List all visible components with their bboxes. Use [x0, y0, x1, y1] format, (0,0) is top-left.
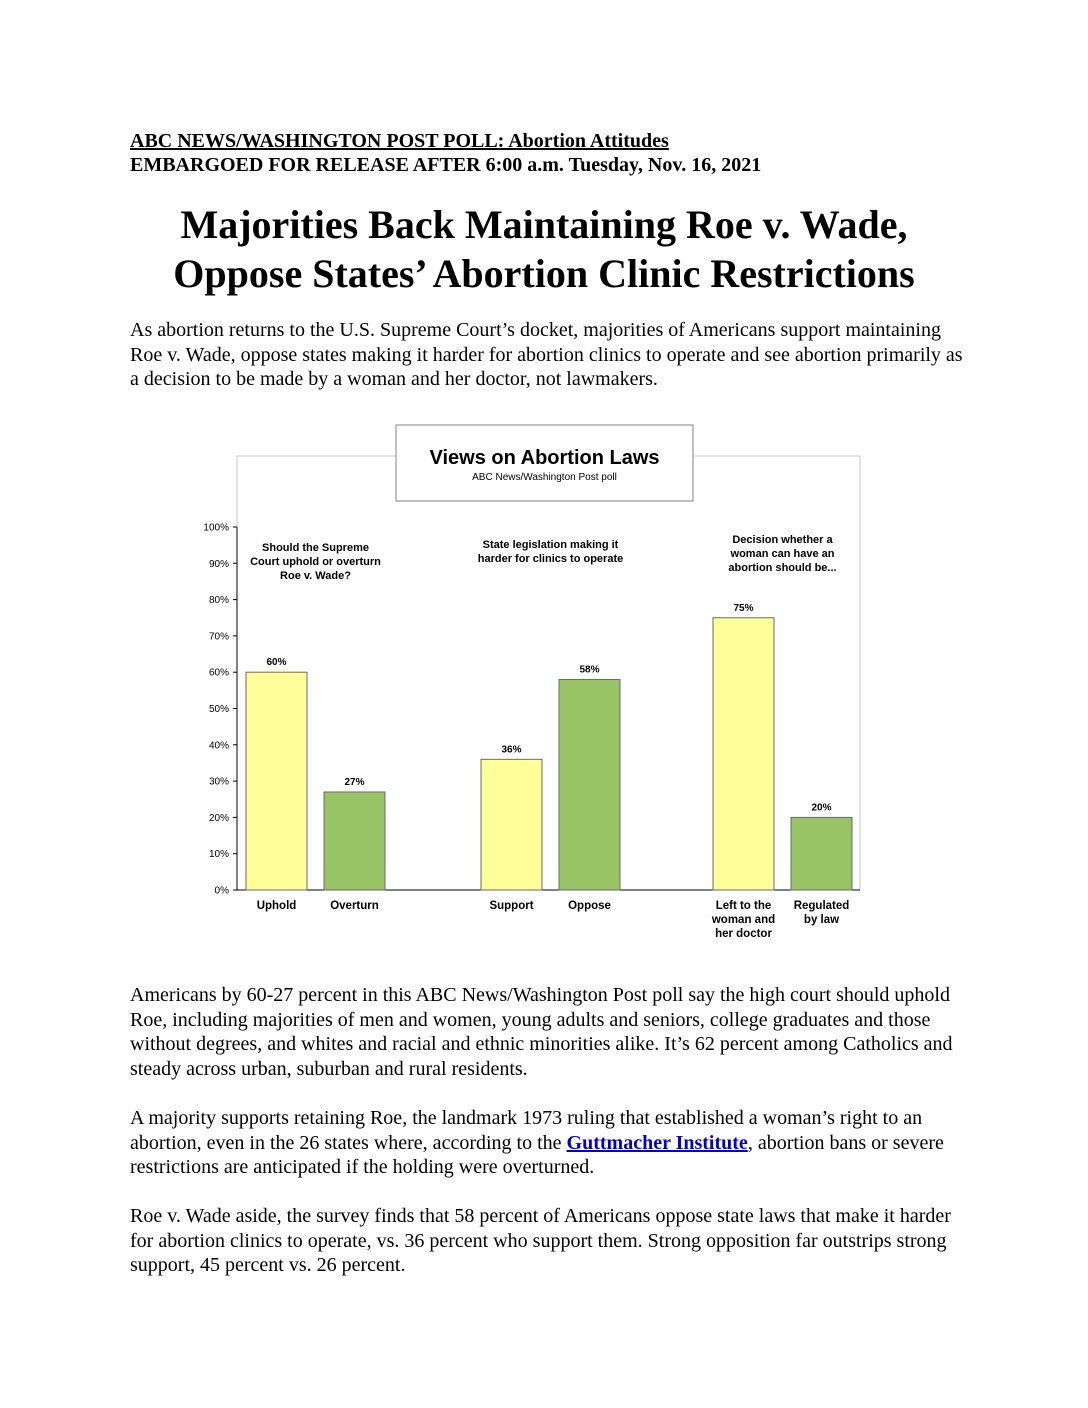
x-category-label: Regulated: [793, 900, 850, 912]
x-category-label: her doctor: [715, 928, 772, 940]
y-tick-label: 40%: [208, 740, 229, 752]
y-tick-label: 60%: [208, 667, 229, 679]
bar-value-label: 75%: [733, 602, 754, 614]
group-heading-line: Court uphold or overturn: [250, 556, 381, 568]
bar-value-label: 20%: [811, 802, 832, 814]
bar: [324, 792, 385, 890]
headline: [0, 200, 1088, 298]
group-heading-line: woman can have an: [730, 548, 835, 560]
x-category-label: Left to the: [715, 900, 772, 912]
chart-subtitle: ABC News/Washington Post poll: [472, 472, 617, 483]
bar-value-label: 60%: [266, 657, 287, 669]
x-category-label: Uphold: [256, 900, 297, 912]
group-heading-line: Decision whether a: [732, 534, 833, 546]
headline-line-2: Oppose States’ Abortion Clinic Restrictions: [173, 251, 915, 296]
body-paragraph-1: Americans by 60-27 percent in this ABC News/Washington Post poll say the high court should uphold Roe, including majorities of men and women, young adults and seniors, college graduates and those without degrees, and whites and racial and ethnic minorities alike. It’s 62 percent among Catholics and steady across urban, suburban and rural residents.: [130, 984, 953, 1080]
x-category-label: Support: [489, 900, 534, 912]
y-tick-label: 0%: [214, 885, 229, 897]
body-paragraph-3: Roe v. Wade aside, the survey finds that 58 percent of Americans oppose state laws that make it harder for abortion clinics to operate, vs. 36 percent who support them. Strong opposition far outstrips strong support, 45 percent vs. 26 percent.: [130, 1205, 951, 1276]
bar: [791, 817, 852, 890]
x-category-label: by law: [803, 914, 840, 926]
y-tick-label: 30%: [208, 776, 229, 788]
y-tick-label: 80%: [208, 595, 229, 607]
y-tick-label: 10%: [208, 849, 229, 861]
p2-text-after: , abortion bans or severe restrictions are anticipated if the holding were overturned.: [130, 1131, 944, 1178]
bar: [481, 759, 542, 890]
y-tick-label: 70%: [208, 631, 229, 643]
y-tick-label: 90%: [208, 558, 229, 570]
poll-header: ABC NEWS/WASHINGTON POST POLL: Abortion Attitudes: [130, 130, 669, 152]
x-category-label: Oppose: [568, 900, 611, 912]
x-category-label: woman and: [711, 914, 776, 926]
bar: [246, 672, 307, 890]
group-heading-line: harder for clinics to operate: [477, 553, 624, 565]
y-tick-label: 20%: [208, 812, 229, 824]
y-tick-label: 50%: [208, 704, 229, 715]
intro-paragraph: As abortion returns to the U.S. Supreme Court’s docket, majorities of Americans support maintaining Roe v. Wade, oppose states making it harder for abortion clinics to operate and see abortion primarily as a decision to be made by a woman and her doctor, not lawmakers.: [130, 319, 963, 390]
group-heading-line: Roe v. Wade?: [280, 570, 351, 582]
y-tick-label: 100%: [203, 522, 229, 534]
headline-line-1: Majorities Back Maintaining Roe v. Wade,: [180, 202, 908, 247]
release-header: [130, 129, 761, 177]
bar: [713, 618, 774, 890]
guttmacher-link[interactable]: Guttmacher Institute: [566, 1131, 748, 1154]
body-paragraph-2: [130, 1106, 970, 1180]
p2-text-before: A majority supports retaining Roe, the landmark 1973 ruling that established a woman’s right to an abortion, even in the 26 states where, according to the: [130, 1107, 923, 1154]
bar-value-label: 27%: [344, 776, 365, 788]
bar: [559, 679, 620, 890]
group-heading-line: Should the Supreme: [262, 542, 369, 554]
group-heading-line: State legislation making it: [482, 539, 619, 551]
abortion-laws-chart: [180, 420, 900, 960]
bar-value-label: 58%: [579, 664, 600, 676]
bar-value-label: 36%: [501, 744, 522, 756]
x-category-label: Overturn: [330, 900, 379, 912]
embargo-line: EMBARGOED FOR RELEASE AFTER 6:00 a.m. Tuesday, Nov. 16, 2021: [130, 154, 762, 176]
group-heading-line: abortion should be...: [728, 562, 837, 574]
chart-title: Views on Abortion Laws: [429, 447, 660, 469]
